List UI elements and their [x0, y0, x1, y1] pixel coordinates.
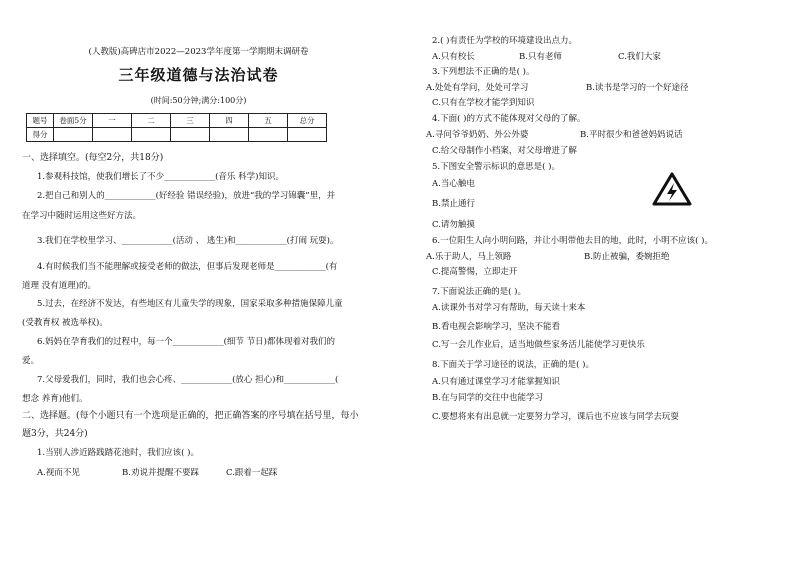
question-line: 5.下图安全警示标识的意思是( )。 — [432, 162, 560, 172]
option-a: A.当心触电 — [432, 179, 475, 189]
section2-heading-cont: 题3分，共24分) — [22, 429, 88, 439]
option-c: C.只有在学校才能学到知识 — [432, 98, 535, 108]
option-b: B.看电视会影响学习，坚决不能看 — [432, 322, 560, 332]
question-line: (受教育权 被选举权)。 — [22, 318, 108, 328]
option-b: B.在与同学的交往中也能学习 — [432, 393, 543, 403]
option-b: B.只有老师 — [519, 52, 562, 62]
question-line: 3.我们在学校里学习、____________(活动 、 逃生)和____________(打闹 玩耍)。 — [37, 236, 339, 246]
option-c: C.我们大家 — [618, 52, 661, 62]
score-cell: 一 — [93, 114, 132, 128]
score-cell-empty — [249, 128, 288, 142]
question-line: 想念 养育)他们。 — [22, 394, 88, 404]
option-a: A.视而不见 — [37, 468, 80, 478]
question-line: 8.下面关于学习途径的说法，正确的是( )。 — [432, 360, 594, 370]
option-c: C.提高警惕，立即走开 — [432, 267, 518, 277]
score-cell-empty — [288, 128, 327, 142]
question-line: 2.( )有责任为学校的环境建设出点力。 — [432, 36, 577, 46]
question-line: 6.妈妈在孕育我们的过程中，每一个____________(细节 节日)都体现着对我们的 — [37, 337, 335, 347]
high-voltage-warning-icon — [652, 172, 692, 206]
option-a: A.只有校长 — [432, 52, 475, 62]
option-a: A.只有通过课堂学习才能掌握知识 — [432, 377, 560, 387]
question-line: 1.当别人涉近路践踏花池时，我们应该( )。 — [37, 448, 199, 458]
score-cell-label: 得分 — [27, 128, 54, 142]
question-line: 爱。 — [22, 356, 40, 366]
score-cell-empty — [171, 128, 210, 142]
question-line: 7.下面说法正确的是( )。 — [432, 287, 526, 297]
option-b: B.防止被骗，委婉拒绝 — [584, 252, 670, 262]
score-table-score-row — [27, 128, 327, 142]
option-b: B.劝说并提醒不要踩 — [122, 468, 199, 478]
question-line: 6.一位阳生人向小明问路，并让小明带他去目的地，此时，小明不应该( )。 — [432, 236, 713, 246]
question-line: 在学习中随时运用这些好方法。 — [22, 211, 142, 221]
option-b: B.禁止通行 — [432, 199, 475, 209]
score-cell: 三 — [171, 114, 210, 128]
option-c: C.给父母制作小档案，对父母增进了解 — [432, 146, 577, 156]
option-a: A.乐于助人，马上领路 — [426, 252, 512, 262]
exam-info: (时间:50分钟;满分:100分) — [150, 96, 247, 105]
score-cell: 二 — [132, 114, 171, 128]
question-line: 4.下面( )的方式不能体现对父母的了解。 — [432, 114, 586, 124]
option-c: C.写一会儿作业后，适当地做些家务活儿能使学习更快乐 — [432, 340, 645, 350]
score-cell: 四 — [210, 114, 249, 128]
section1-heading: 一、选择填空。(每空2分，共18分) — [22, 153, 164, 163]
score-cell: 题号 — [27, 114, 54, 128]
question-line: 道理 没有道理)的。 — [22, 281, 97, 291]
score-cell: 卷面5分 — [54, 114, 93, 128]
question-line: 2.把自己和别人的____________(好经验 错误经验)，放进“我的学习锦囊”里，并 — [37, 191, 336, 201]
page-title: 三年级道德与法治试卷 — [118, 66, 279, 84]
header-top-line: (人教版)高碑店市2022—2023学年度第一学期期末调研卷 — [88, 47, 309, 57]
score-cell-empty — [93, 128, 132, 142]
score-table-header-row — [27, 114, 327, 128]
option-b: B.平时很少和爸爸妈妈说话 — [580, 130, 683, 140]
option-a: A.读课外书对学习有帮助，每天读十来本 — [432, 303, 586, 313]
question-line: 7.父母爱我们，同时，我们也会心疼、____________(放心 担心)和____________( — [37, 375, 339, 385]
question-line: 4.有时候我们当不能理解或接受老师的做法，但事后发现老师是____________(有 — [37, 262, 338, 272]
question-line: 3.下列想法不正确的是( )。 — [432, 67, 535, 77]
section2-heading: 二、选择题。(每个小题只有一个选项是正确的，把正确答案的序号填在括号里，每小 — [22, 411, 359, 421]
option-c: C.请勿触摸 — [432, 220, 475, 230]
question-line: 5.过去，在经济不发达，有些地区有儿童失学的现象，国家采取多种措施保障儿童 — [37, 299, 343, 309]
score-table — [26, 113, 327, 142]
score-cell-empty — [132, 128, 171, 142]
option-a: A.寻问爷爷奶奶、外公外婆 — [426, 130, 529, 140]
question-line: 1.参观科技馆，使我们增长了不少____________(音乐 科学)知识。 — [37, 172, 284, 182]
score-cell: 总分 — [288, 114, 327, 128]
score-cell-empty — [54, 128, 93, 142]
option-c: C.跟着一起踩 — [226, 468, 278, 478]
score-cell-empty — [210, 128, 249, 142]
score-cell: 五 — [249, 114, 288, 128]
option-c: C.要想将来有出息就一定要努力学习，课后也不应该与同学去玩耍 — [432, 412, 679, 422]
option-a: A.处处有学问，处处可学习 — [426, 83, 529, 93]
option-b: B.读书是学习的一个好途径 — [586, 83, 689, 93]
